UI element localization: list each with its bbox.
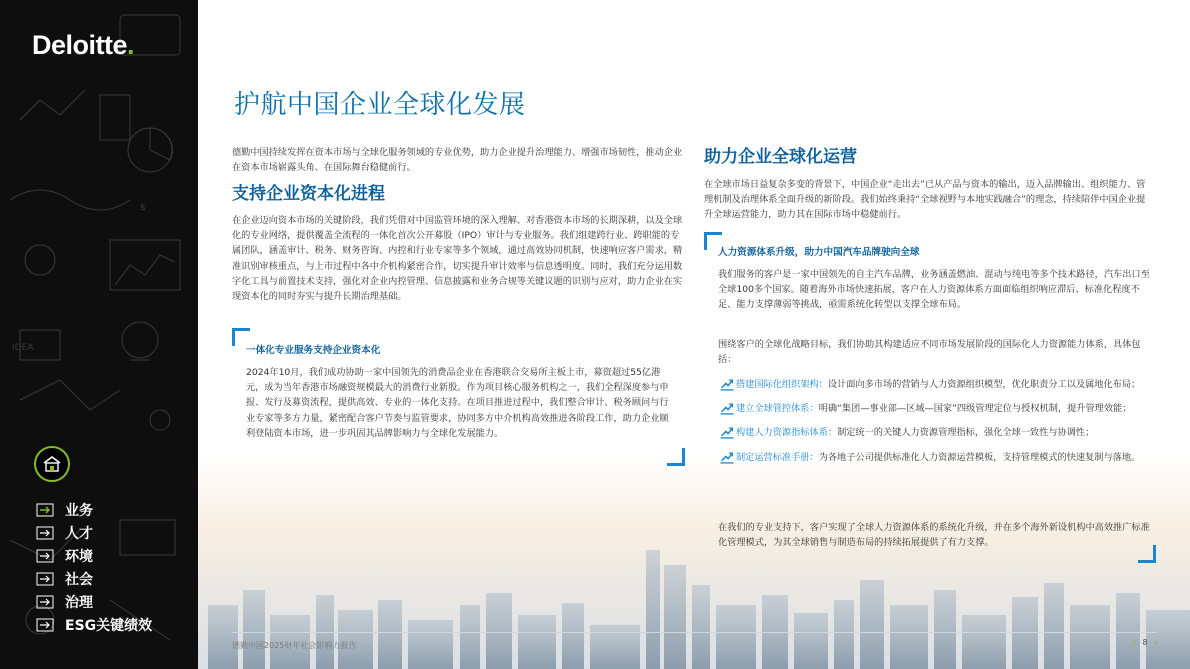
sidebar bbox=[0, 0, 198, 669]
nav-label: ESG关键绩效 bbox=[65, 617, 153, 634]
arrow-right-icon bbox=[36, 618, 54, 632]
deloitte-logo[interactable]: Deloitte. bbox=[32, 30, 135, 60]
home-button[interactable] bbox=[34, 446, 70, 482]
nav-label: 环境 bbox=[65, 548, 93, 565]
chart-bullet-icon bbox=[718, 378, 736, 391]
case-heading-hr: 人力资源体系升级，助力中国汽车品牌驶向全球 bbox=[718, 247, 920, 258]
bullet-text: 明确“集团—事业部—区域—国家”四级管理定位与授权机制，提升管理效能； bbox=[818, 403, 1132, 415]
bullet-title: 制定运营标准手册： bbox=[736, 451, 819, 463]
bullet-text: 制定统一的关键人力资源管理指标，强化全球一致性与协调性； bbox=[837, 427, 1095, 439]
section-body-capitalization: 在企业迈向资本市场的关键阶段，我们凭借对中国监管环境的深入理解、对香港资本市场的长期深耕，以及全球化的专业网络，提供覆盖全流程的一体化首次公开募股（IPO）审计与专业服务。我们组建跨行业、跨职能的专属团队，涵盖审计、税务、财务咨询、内控和行业专家等多个领域，通过高效协同机制，快速响应客户需求，精准识别审核重点，与上市过程中各中介机构紧密合作，切实提升审计效率与信息透明度。同时，我们充分运用数字化工具与前置技术支持，强化对企业内控管理、信息披露和业务合规等关键议题的识别与应对，助力企业在实现资本化的同时夯实与提升长期治理基础。 bbox=[232, 215, 683, 303]
list-item bbox=[718, 401, 1150, 416]
bullet-title: 建立全球管控体系： bbox=[736, 403, 819, 415]
chart-bullet-icon bbox=[718, 402, 736, 415]
next-page-button[interactable]: › bbox=[1153, 636, 1158, 649]
case-frame-corner-bottom bbox=[1138, 545, 1156, 563]
main-content bbox=[198, 0, 1190, 669]
svg-text:$: $ bbox=[140, 203, 146, 213]
footer-report-title: 德勤中国2025财年社会影响力报告 bbox=[232, 641, 357, 650]
nav-label: 社会 bbox=[65, 571, 93, 588]
case-body-ipo: 2024年10月，我们成功协助一家中国领先的消费品企业在香港联合交易所主板上市，募资超过55亿港元，成为当年香港市场融资规模最大的消费行业新股。作为项目核心服务机构之一，我们全程深度参与申报、发行及募资流程，提供高效、专业的一体化支持。在项目推进过程中，我们整合审计、税务顾问与行业专家等多方力量，紧密配合客户节奏与监管要求，协同多方中介机构高效推进各阶段工作，助力企业顺利登陆资本市场，进一步巩固其品牌影响力与全球化发展能力。 bbox=[246, 367, 669, 439]
nav-label: 治理 bbox=[65, 594, 93, 611]
section-nav bbox=[36, 498, 152, 636]
nav-item-environment[interactable] bbox=[36, 544, 152, 567]
bullet-text: 设计面向多市场的营销与人力资源组织模型，优化职责分工以及属地化布局； bbox=[827, 379, 1141, 390]
arrow-right-icon bbox=[36, 549, 54, 563]
page-number: 8 bbox=[1142, 638, 1148, 647]
arrow-right-icon bbox=[36, 572, 54, 586]
hr-measures-list bbox=[718, 377, 1150, 474]
nav-item-governance[interactable] bbox=[36, 590, 152, 613]
bullet-title: 构建人力资源指标体系： bbox=[736, 427, 838, 439]
case-paragraph: 我们服务的客户是一家中国领先的自主汽车品牌，业务涵盖燃油、混动与纯电等多个技术路径，汽车出口至全球100多个国家。随着海外市场快速拓展，客户在人力资源体系方面面临组织响应滞后、标准化程度不足、能力支撑薄弱等挑战，亟需系统化转型以支撑全球布局。 bbox=[718, 269, 1150, 311]
arrow-right-icon bbox=[36, 503, 54, 517]
arrow-right-icon bbox=[36, 526, 54, 540]
chart-bullet-icon bbox=[718, 426, 736, 439]
svg-text:IDEA: IDEA bbox=[12, 343, 34, 353]
list-item bbox=[718, 425, 1150, 440]
section-body-globalization: 在全球市场日益复杂多变的背景下，中国企业“走出去”已从产品与资本的输出，迈入品牌输出、组织能力、管理机制及治理体系全面升级的新阶段。我们始终秉持“全球视野与本地实践融合”的理念，持续陪伴中国企业提升全球运营能力，助力其在国际市场中稳健前行。 bbox=[704, 179, 1146, 221]
home-icon bbox=[42, 455, 62, 473]
section-heading-capitalization: 支持企业资本化进程 bbox=[232, 184, 385, 204]
page-title: 护航中国企业全球化发展 bbox=[234, 90, 526, 120]
chart-bullet-icon bbox=[718, 451, 736, 464]
nav-item-esg-kpi[interactable] bbox=[36, 613, 152, 636]
case-heading-ipo: 一体化专业服务支持企业资本化 bbox=[246, 345, 381, 356]
arrow-right-icon bbox=[36, 595, 54, 609]
case-paragraph: 围绕客户的全球化战略目标，我们协助其构建适应不同市场发展阶段的国际化人力资源能力体系，具体包括： bbox=[718, 339, 1141, 366]
nav-label: 业务 bbox=[65, 502, 93, 519]
nav-item-society[interactable] bbox=[36, 567, 152, 590]
nav-item-talent[interactable] bbox=[36, 521, 152, 544]
list-item bbox=[718, 377, 1150, 392]
nav-label: 人才 bbox=[65, 525, 93, 542]
nav-item-business[interactable] bbox=[36, 498, 152, 521]
section-heading-globalization: 助力企业全球化运营 bbox=[704, 147, 857, 167]
bullet-title: 搭建国际化组织架构： bbox=[736, 379, 828, 390]
footer-divider bbox=[232, 632, 1157, 633]
case-paragraph: 在我们的专业支持下，客户实现了全球人力资源体系的系统化升级，并在多个海外新设机构中高效推广标准化管理模式，为其全球销售与制造布局的持续拓展提供了有力支撑。 bbox=[718, 522, 1150, 549]
city-skyline-image bbox=[198, 455, 1190, 669]
prev-page-button[interactable]: ‹ bbox=[1132, 636, 1137, 649]
pager bbox=[1132, 636, 1158, 649]
intro-paragraph: 德勤中国持续发挥在资本市场与全球化服务领域的专业优势，助力企业提升治理能力、增强市场韧性，推动企业在资本市场崭露头角、在国际舞台稳健前行。 bbox=[232, 147, 683, 174]
bullet-text: 为各地子公司提供标准化人力资源运营模板，支持管理模式的快速复制与落地。 bbox=[818, 451, 1141, 463]
list-item bbox=[718, 450, 1150, 465]
case-frame-corner-bottom bbox=[667, 448, 685, 466]
